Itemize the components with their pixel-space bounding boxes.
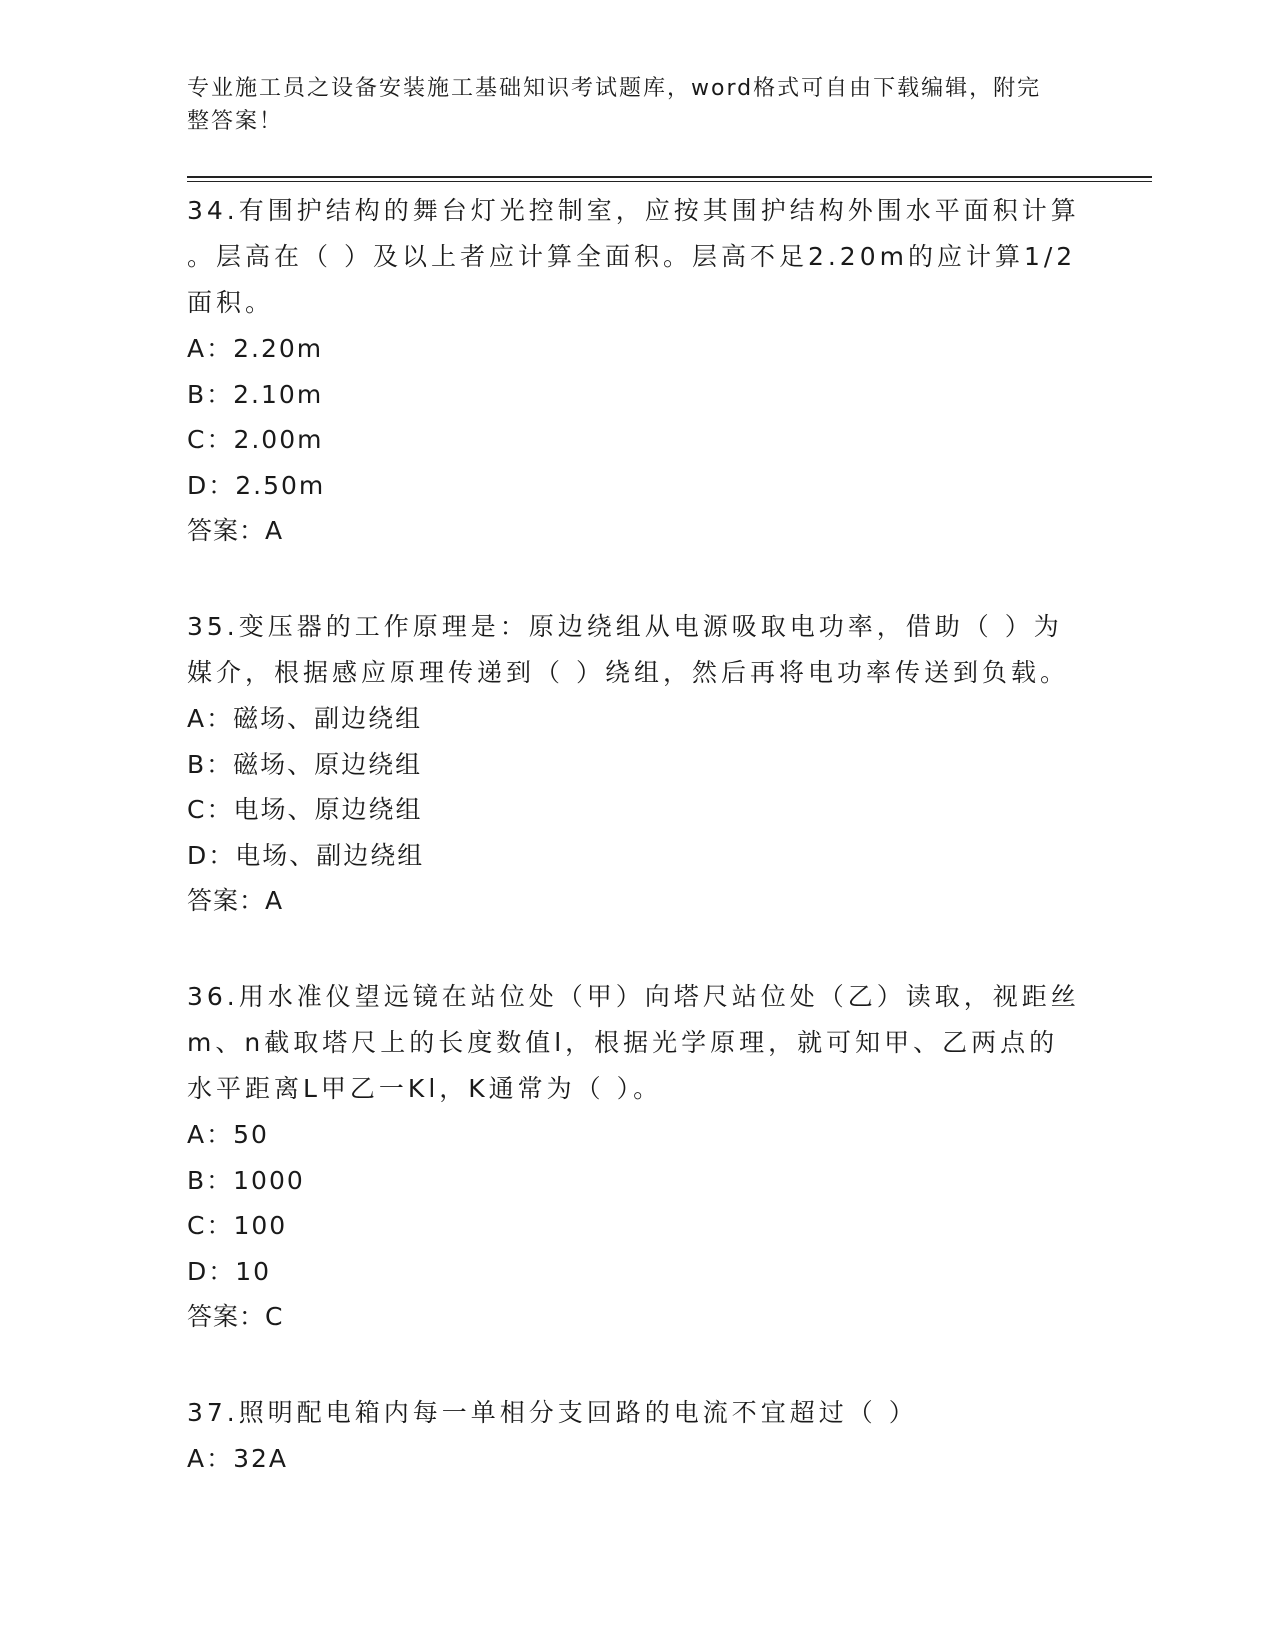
question-text-line: 35.变压器的工作原理是：原边绕组从电源吸取电功率，借助（ ）为 [187,612,1063,641]
question-text-line: 面积。 [187,288,275,317]
option-c: C：2.00m [187,425,324,454]
question-list [187,188,1087,1532]
question-35 [187,604,1087,924]
option-a: A：32A [187,1444,289,1473]
question-37 [187,1390,1087,1482]
option-b: B：1000 [187,1165,305,1195]
option-a: A：磁场、副边绕组 [187,704,423,733]
question-text-line: 媒介，根据感应原理传递到（ ）绕组，然后再将电功率传送到负载。 [187,658,1069,687]
option-b: B：磁场、原边绕组 [187,749,423,779]
option-b: B：2.10m [187,379,324,409]
question-text-line: 水平距离L甲乙一Kl，K通常为（ ）。 [187,1074,663,1103]
option-d: D：电场、副边绕组 [187,840,425,870]
question-text-line: 34.有围护结构的舞台灯光控制室，应按其围护结构外围水平面积计算 [187,196,1080,225]
question-36 [187,974,1087,1340]
question-text-line: 37.照明配电箱内每一单相分支回路的电流不宜超过（ ） [187,1398,918,1427]
question-text-line: 36.用水准仪望远镜在站位处（甲）向塔尺站位处（乙）读取，视距丝 [187,982,1080,1011]
option-a: A：2.20m [187,334,324,363]
answer-label: 答案：C [187,1302,284,1331]
answer-label: 答案：A [187,886,284,915]
header-divider-thick [187,176,1152,178]
header-title-line-1: 专业施工员之设备安装施工基础知识考试题库，word格式可自由下载编辑，附完 [187,76,1042,101]
question-text-line: 。层高在（ ）及以上者应计算全面积。层高不足2.20m的应计算1/2 [187,242,1077,271]
header-title-line-2: 整答案！ [187,109,284,134]
question-34 [187,188,1087,554]
option-c: C：100 [187,1211,288,1240]
document-header [187,72,1067,138]
header-divider-thin [187,181,1152,182]
option-d: D：2.50m [187,470,326,500]
option-a: A：50 [187,1120,269,1149]
answer-label: 答案：A [187,516,284,545]
option-c: C：电场、原边绕组 [187,795,423,824]
option-d: D：10 [187,1256,272,1286]
question-text-line: m、n截取塔尺上的长度数值l，根据光学原理，就可知甲、乙两点的 [187,1028,1059,1057]
